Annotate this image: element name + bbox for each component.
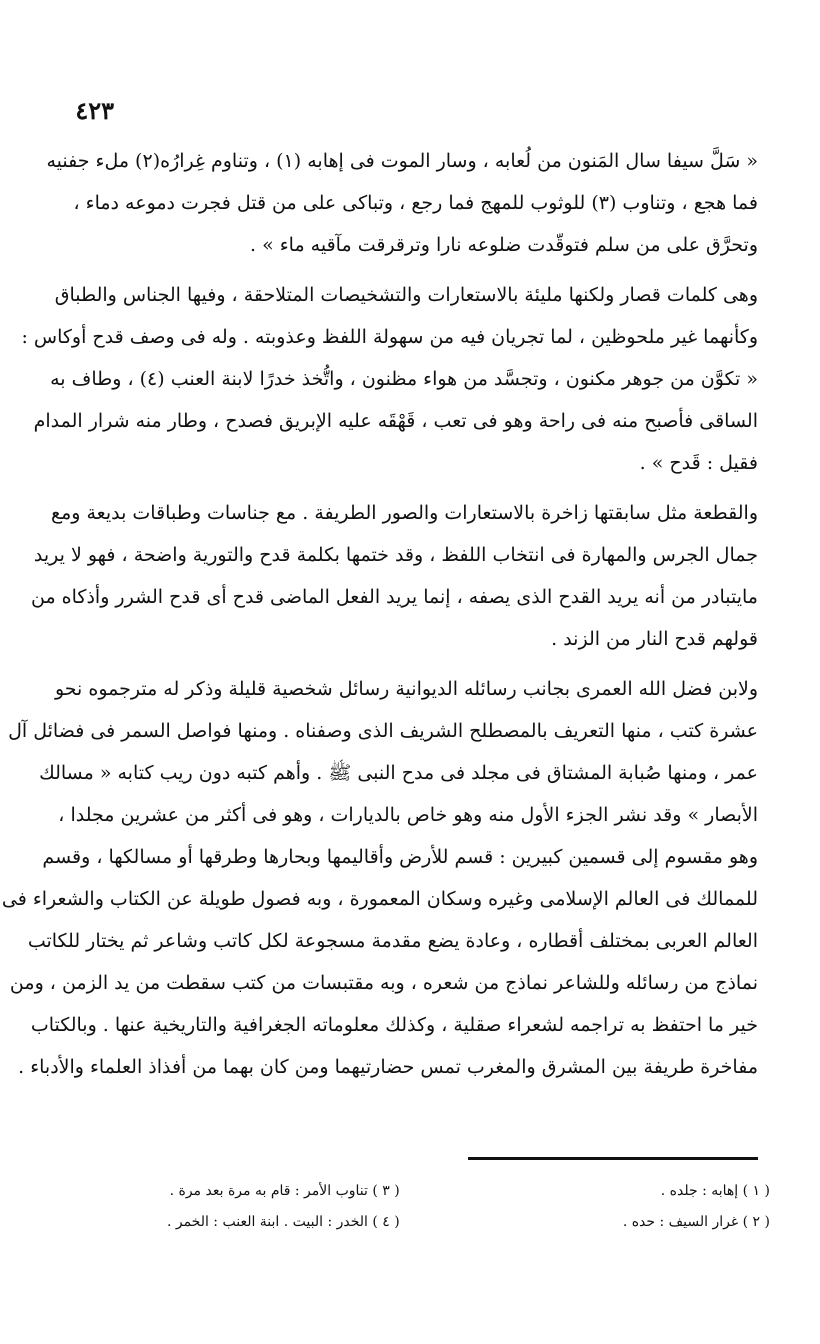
paragraph-1 — [46, 140, 758, 266]
text-line: نماذج من رسائله وللشاعر نماذج من شعره ، وبه مقتبسات من كتب سقطت من يد الزمن ، ومن — [9, 972, 758, 994]
text-line: والقطعة مثل سابقتها زاخرة بالاستعارات والصور الطريفة . مع جناسات وطباقات بديعة ومع — [50, 502, 758, 524]
main-text — [1, 140, 758, 1088]
footnote-row — [58, 1176, 770, 1207]
text-line: وهو مقسوم إلى قسمين كبيرين : قسم للأرض وأقاليمها وبحارها وطرقها أو مسالكها ، وقسم — [42, 846, 758, 868]
footnote-2: ( ٢ ) غرار السيف : حده . — [622, 1214, 770, 1230]
text-line: قولهم قدح النار من الزند . — [551, 628, 758, 650]
text-line: الأبصار » وقد نشر الجزء الأول منه وهو خاص بالديارات ، وهو فى أكثر من عشرين مجلدا ، — [58, 804, 758, 826]
paragraph-3 — [30, 492, 758, 660]
footnote-3: ( ٣ ) تناوب الأمر : قام به مرة بعد مرة . — [169, 1183, 400, 1199]
footnote-1: ( ١ ) إهابه : جلده . — [660, 1183, 770, 1199]
text-line: خير ما احتفظ به تراجمه لشعراء صقلية ، وكذلك معلوماته الجغرافية والتاريخية عنها . وبالكتاب — [30, 1014, 758, 1036]
text-line: وتحرَّق على من سلم فتوقّدت ضلوعه نارا وترقرقت مآقيه ماء » . — [250, 234, 758, 256]
footnote-4: ( ٤ ) الخدر : البيت . ابنة العنب : الخمر . — [166, 1214, 400, 1230]
text-line: مفاخرة طريفة بين المشرق والمغرب تمس حضارتيهما ومن كان بهما من أفذاذ العلماء والأدباء . — [18, 1056, 758, 1078]
footnote-row — [58, 1207, 770, 1238]
text-line: ولابن فضل الله العمرى بجانب رسائله الديوانية رسائل شخصية قليلة وذكر له مترجموه نحو — [54, 678, 758, 700]
page-number: ٤٢٣ — [75, 96, 114, 125]
paragraph-2 — [21, 274, 758, 484]
footnote-separator — [468, 1157, 758, 1160]
text-line: وكأنهما غير ملحوظين ، لما تجريان فيه من سهولة اللفظ وعذوبته . وله فى وصف قدح أوكاس : — [21, 326, 758, 348]
text-line: العالم العربى بمختلف أقطاره ، وعادة يضع مقدمة مسجوعة لكل كاتب وشاعر ثم يختار للكاتب — [27, 930, 758, 952]
text-line: وهى كلمات قصار ولكنها مليئة بالاستعارات والتشخيصات المتلاحقة ، وفيها الجناس والطباق — [54, 284, 758, 306]
text-line: مايتبادر من أنه يريد القدح الذى يصفه ، إنما يريد الفعل الماضى قدح أى قدح الشرر وأذكاه من — [30, 586, 758, 608]
footnotes — [58, 1176, 770, 1238]
text-line: فقيل : قَدح » . — [639, 452, 758, 474]
text-line: للممالك فى العالم الإسلامى وغيره وسكان المعمورة ، وبه فصول طويلة عن الكتاب والشعراء فى — [1, 888, 758, 910]
text-line: جمال الجرس والمهارة فى انتخاب اللفظ ، وقد ختمها بكلمة قدح والتورية واضحة ، فهو لا يريد — [33, 544, 758, 566]
text-line: عشرة كتب ، منها التعريف بالمصطلح الشريف الذى وصفناه . ومنها فواصل السمر فى فضائل آل — [8, 720, 758, 742]
text-line: عمر ، ومنها صُبابة المشتاق فى مجلد فى مدح النبى ﷺ . وأهم كتبه دون ريب كتابه « مسالك — [39, 762, 758, 784]
text-line: فما هجع ، وتناوب (٣) للوثوب للمهج فما رجع ، وتباكى على من قتل فجرت دموعه دماء ، — [73, 192, 758, 214]
text-line: « تكوَّن من جوهر مكنون ، وتجسَّد من هواء مظنون ، واتُّخذ خدرًا لابنة العنب (٤) ، وطاف به — [50, 368, 758, 390]
text-line: الساقى فأصبح منه فى راحة وهو فى تعب ، قَهْقَه عليه الإبريق فصدح ، وطار منه شرار المدام — [33, 410, 758, 432]
text-line: « سَلَّ سيفا سال المَنون من لُعابه ، وسار الموت فى إهابه (١) ، وتناوم غِرارُه(٢) ملء جفنيه — [46, 150, 758, 172]
paragraph-4 — [1, 668, 758, 1088]
